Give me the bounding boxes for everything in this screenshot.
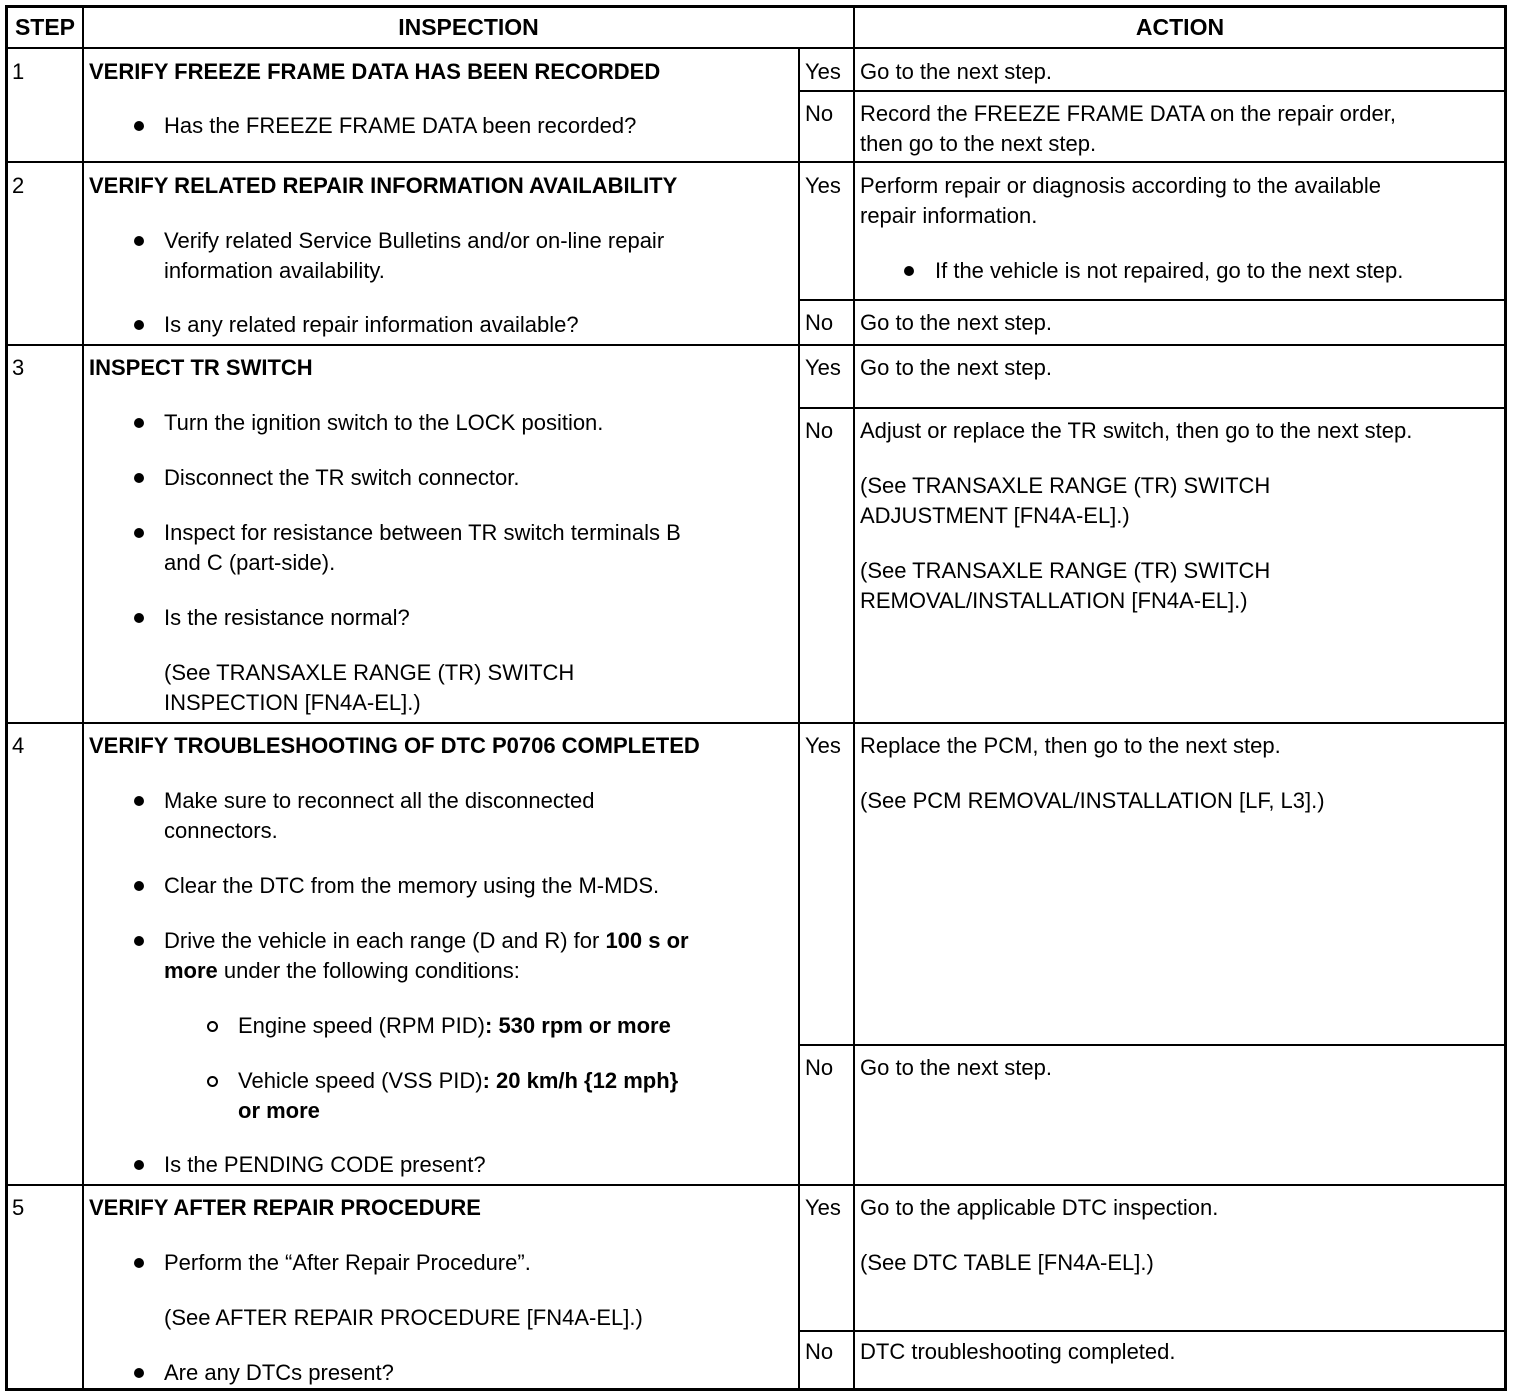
inspection-item: Verify related Service Bulletins and/or on-line repair	[164, 228, 665, 253]
row-divider	[5, 161, 1507, 163]
yes-no-divider	[798, 1330, 1507, 1332]
header-action: ACTION	[1135, 14, 1225, 40]
reference-link[interactable]: (See PCM REMOVAL/INSTALLATION [LF, L3].)	[860, 788, 1325, 813]
bullet-icon	[134, 473, 144, 483]
step-number: 5	[12, 1195, 25, 1220]
reference-link[interactable]: ADJUSTMENT [FN4A-EL].)	[860, 503, 1130, 528]
step-title: VERIFY RELATED REPAIR INFORMATION AVAILABILITY	[89, 173, 678, 198]
yes-action: Perform repair or diagnosis according to the available	[860, 173, 1381, 198]
inspection-item	[164, 926, 689, 956]
step-title: INSPECT TR SWITCH	[89, 355, 313, 380]
inspection-item: and C (part-side).	[164, 550, 336, 575]
bullet-icon	[134, 936, 144, 946]
inspection-item: Disconnect the TR switch connector.	[164, 465, 520, 490]
no-action: Go to the next step.	[860, 1055, 1053, 1080]
yes-action: Go to the applicable DTC inspection.	[860, 1195, 1219, 1220]
inspection-item: Has the FREEZE FRAME DATA been recorded?	[164, 113, 637, 138]
sub-bullet-icon	[207, 1021, 218, 1032]
item-text: Engine speed (RPM PID)	[238, 1013, 485, 1038]
yes-action: repair information.	[860, 203, 1038, 228]
inspection-item: connectors.	[164, 818, 278, 843]
bullet-icon	[134, 236, 144, 246]
no-label: No	[805, 1339, 834, 1364]
reference-link[interactable]: (See TRANSAXLE RANGE (TR) SWITCH	[860, 558, 1271, 583]
reference-link[interactable]: REMOVAL/INSTALLATION [FN4A-EL].)	[860, 588, 1248, 613]
inspection-item: Make sure to reconnect all the disconnected	[164, 788, 595, 813]
no-action: Adjust or replace the TR switch, then go to the next step.	[860, 418, 1413, 443]
sub-item	[238, 1066, 678, 1096]
item-text: under the following conditions:	[217, 958, 520, 983]
no-label: No	[805, 101, 834, 126]
bullet-icon	[134, 418, 144, 428]
yes-no-divider	[798, 407, 1507, 409]
inspection-item: Are any DTCs present?	[164, 1360, 394, 1385]
step-number: 2	[12, 173, 25, 198]
yes-label: Yes	[805, 173, 841, 198]
no-label: No	[805, 310, 834, 335]
step-number: 3	[12, 355, 25, 380]
header-step: STEP	[14, 14, 76, 40]
row-divider	[5, 1184, 1507, 1186]
inspection-item	[164, 956, 520, 986]
bullet-icon	[134, 613, 144, 623]
item-emphasis: : 20 km/h {12 mph}	[482, 1068, 679, 1093]
step-title: VERIFY TROUBLESHOOTING OF DTC P0706 COMPLETED	[89, 733, 700, 758]
yes-action: Replace the PCM, then go to the next step.	[860, 733, 1281, 758]
bullet-icon	[134, 1368, 144, 1378]
inspection-item: Clear the DTC from the memory using the M-MDS.	[164, 873, 660, 898]
reference-link[interactable]: INSPECTION [FN4A-EL].)	[164, 690, 421, 715]
no-action: DTC troubleshooting completed.	[860, 1339, 1176, 1364]
inspection-item: Inspect for resistance between TR switch terminals B	[164, 520, 681, 545]
inspection-item: Is the resistance normal?	[164, 605, 410, 630]
inspection-item: Is any related repair information available?	[164, 312, 579, 337]
row-divider	[5, 722, 1507, 724]
bullet-icon	[904, 266, 914, 276]
yes-no-divider	[798, 90, 1507, 92]
yes-no-divider	[798, 299, 1507, 301]
no-action: Go to the next step.	[860, 310, 1053, 335]
inspection-item: Perform the “After Repair Procedure”.	[164, 1250, 531, 1275]
yes-action: Go to the next step.	[860, 355, 1053, 380]
inspection-item: information availability.	[164, 258, 385, 283]
reference-link[interactable]: (See AFTER REPAIR PROCEDURE [FN4A-EL].)	[164, 1305, 643, 1330]
reference-link[interactable]: (See TRANSAXLE RANGE (TR) SWITCH	[860, 473, 1271, 498]
inspection-item: Is the PENDING CODE present?	[164, 1152, 486, 1177]
step-title: VERIFY AFTER REPAIR PROCEDURE	[89, 1195, 481, 1220]
yes-label: Yes	[805, 733, 841, 758]
row-divider	[5, 344, 1507, 346]
step-number: 1	[12, 59, 25, 84]
yes-action: Go to the next step.	[860, 59, 1053, 84]
reference-link[interactable]: (See TRANSAXLE RANGE (TR) SWITCH	[164, 660, 575, 685]
item-text: Drive the vehicle in each range (D and R) for	[164, 928, 606, 953]
no-action: Record the FREEZE FRAME DATA on the repair order,	[860, 101, 1396, 126]
column-divider	[798, 47, 800, 1391]
bullet-icon	[134, 1160, 144, 1170]
bullet-icon	[134, 320, 144, 330]
yes-no-divider	[798, 1044, 1507, 1046]
yes-action: If the vehicle is not repaired, go to the next step.	[935, 258, 1404, 283]
bullet-icon	[134, 528, 144, 538]
sub-item	[238, 1011, 671, 1041]
item-emphasis: more	[164, 958, 218, 983]
sub-item: or more	[238, 1098, 320, 1123]
no-action: then go to the next step.	[860, 131, 1097, 156]
no-label: No	[805, 1055, 834, 1080]
sub-bullet-icon	[207, 1076, 218, 1087]
yes-label: Yes	[805, 1195, 841, 1220]
inspection-item: Turn the ignition switch to the LOCK position.	[164, 410, 604, 435]
header-inspection: INSPECTION	[398, 14, 539, 40]
item-emphasis: : 530 rpm or more	[485, 1013, 671, 1038]
reference-link[interactable]: (See DTC TABLE [FN4A-EL].)	[860, 1250, 1154, 1275]
yes-label: Yes	[805, 59, 841, 84]
bullet-icon	[134, 796, 144, 806]
row-divider	[5, 47, 1507, 49]
bullet-icon	[134, 121, 144, 131]
bullet-icon	[134, 1258, 144, 1268]
bullet-icon	[134, 881, 144, 891]
no-label: No	[805, 418, 834, 443]
yes-label: Yes	[805, 355, 841, 380]
item-text: Vehicle speed (VSS PID)	[238, 1068, 483, 1093]
step-number: 4	[12, 733, 25, 758]
step-title: VERIFY FREEZE FRAME DATA HAS BEEN RECORDED	[89, 59, 661, 84]
item-emphasis: 100 s or	[605, 928, 689, 953]
